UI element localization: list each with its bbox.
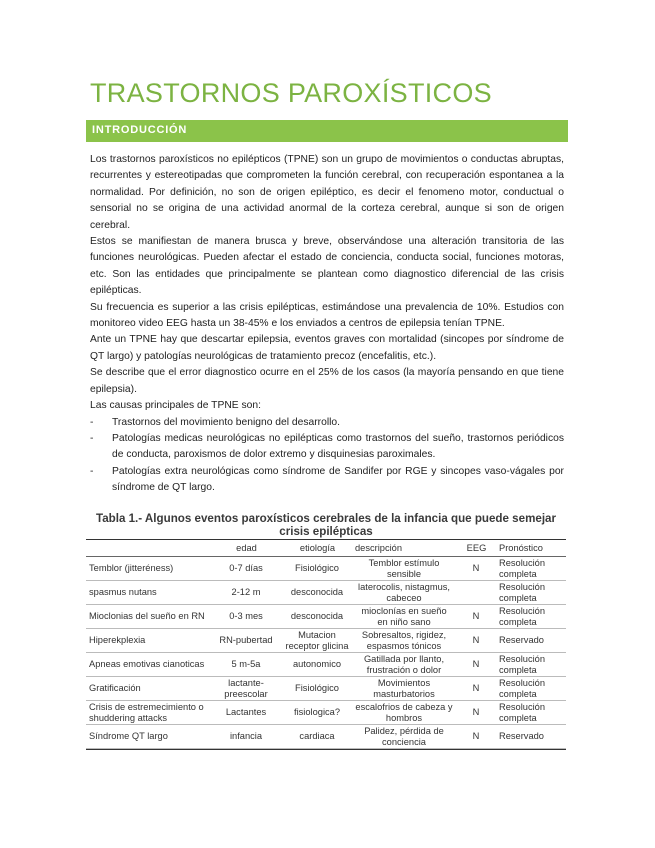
cell-event: Gratificación	[86, 677, 210, 701]
cell-event: Apneas emotivas cianoticas	[86, 653, 210, 677]
cell-etiology: desconocida	[282, 581, 352, 605]
cell-prognosis: Resolución completa	[496, 701, 566, 725]
cell-age: 2-12 m	[210, 581, 282, 605]
cell-etiology: Mutacion receptor glicina	[282, 629, 352, 653]
list-item: - Patologías medicas neurológicas no epilépticas como trastornos del sueño, trastornos periódicos de conducta, paroxismos de dolor extremo y disquinesias paroximales.	[90, 431, 564, 464]
cell-description: Sobresaltos, rigidez, espasmos tónicos	[352, 629, 456, 653]
cell-age: infancia	[210, 725, 282, 749]
cell-eeg: N	[456, 725, 496, 749]
cell-age: RN-pubertad	[210, 629, 282, 653]
table-bottom-rule	[86, 749, 566, 750]
cell-prognosis: Reservado	[496, 725, 566, 749]
cell-age: Lactantes	[210, 701, 282, 725]
header-age: edad	[210, 540, 282, 557]
table-row	[86, 725, 566, 749]
paragraph-causes-intro: Las causas principales de TPNE son:	[90, 400, 261, 412]
page-title: TRASTORNOS PAROXÍSTICOS	[90, 78, 492, 108]
paragraph-definition: Los trastornos paroxísticos no epilépticos (TPNE) son un grupo de movimientos o conductas abruptas, recurrentes y estereotipadas que comprometen la función cerebral, con recuperación espontanea a la normalidad. Por definición, no son de origen epiléptico, es decir el fenomeno motor, conductual o sensorial no se origina de una actividad anormal de la corteza cerebral, aunque si son de origen cerebral.	[90, 154, 564, 231]
cell-etiology: desconocida	[282, 605, 352, 629]
section-heading: INTRODUCCIÓN	[92, 124, 188, 136]
cell-description: Gatillada por llanto, frustración o dolor	[352, 653, 456, 677]
cell-eeg: N	[456, 701, 496, 725]
cell-etiology: Fisiológico	[282, 557, 352, 581]
cell-description: mioclonías en sueño en niño sano	[352, 605, 456, 629]
cell-event: Hiperekplexia	[86, 629, 210, 653]
paragraph-error-rate: Se describe que el error diagnostico ocurre en el 25% de los casos (la mayoría pensando en que tiene epilepsia).	[90, 367, 564, 395]
cell-description: escalofrios de cabeza y hombros	[352, 701, 456, 725]
table-row	[86, 677, 566, 701]
header-etiology: etiología	[282, 540, 352, 557]
cell-event: Temblor (jitteréness)	[86, 557, 210, 581]
events-table	[86, 540, 566, 749]
cell-eeg: N	[456, 629, 496, 653]
table-header-row	[86, 540, 566, 557]
cell-event: spasmus nutans	[86, 581, 210, 605]
list-item: - Patologías extra neurológicas como síndrome de Sandifer por RGE y sincopes vaso-vágales por síndrome de QT largo.	[90, 464, 564, 497]
cell-age: 0-7 días	[210, 557, 282, 581]
cell-eeg	[456, 581, 496, 605]
list-item: - Trastornos del movimiento benigno del desarrollo.	[90, 415, 564, 431]
cell-eeg: N	[456, 653, 496, 677]
cell-etiology: autonomico	[282, 653, 352, 677]
cell-eeg: N	[456, 605, 496, 629]
cell-prognosis: Resolución completa	[496, 653, 566, 677]
cell-description: Palidez, pérdida de conciencia	[352, 725, 456, 749]
cell-age: 0-3 mes	[210, 605, 282, 629]
table-row	[86, 581, 566, 605]
cell-prognosis: Resolución completa	[496, 581, 566, 605]
cell-prognosis: Reservado	[496, 629, 566, 653]
header-prognosis: Pronóstico	[496, 540, 566, 557]
cell-eeg: N	[456, 677, 496, 701]
cell-event: Síndrome QT largo	[86, 725, 210, 749]
cell-etiology: fisiologica?	[282, 701, 352, 725]
cell-age: lactante-preescolar	[210, 677, 282, 701]
paragraph-frequency: Su frecuencia es superior a las crisis epilépticas, estimándose una prevalencia de 10%. Estudios con monitoreo video EEG hasta un 38-45% e los enviados a centros de epilepsia tenían TPNE.	[90, 301, 564, 330]
cell-age: 5 m-5a	[210, 653, 282, 677]
cell-description: Movimientos masturbatorios	[352, 677, 456, 701]
cell-etiology: Fisiológico	[282, 677, 352, 701]
header-eeg: EEG	[456, 540, 496, 557]
table-row	[86, 701, 566, 725]
header-description: descripción	[352, 540, 456, 557]
cell-prognosis: Resolución completa	[496, 605, 566, 629]
table-row	[86, 557, 566, 581]
section-heading-bar	[86, 120, 568, 142]
cell-event: Mioclonias del sueño en RN	[86, 605, 210, 629]
table-caption: Tabla 1.- Algunos eventos paroxísticos cerebrales de la infancia que puede semejar crisis epilépticas	[95, 512, 557, 538]
cell-description: Temblor estímulo sensible	[352, 557, 456, 581]
cell-prognosis: Resolución completa	[496, 557, 566, 581]
cell-description: laterocolis, nistagmus, cabeceo	[352, 581, 456, 605]
table-row	[86, 605, 566, 629]
causes-list	[90, 415, 564, 497]
events-table-block	[86, 512, 566, 750]
table-row	[86, 653, 566, 677]
cell-event: Crisis de estremecimiento o shuddering attacks	[86, 701, 210, 725]
cell-eeg: N	[456, 557, 496, 581]
cell-etiology: cardiaca	[282, 725, 352, 749]
body-text	[90, 152, 564, 497]
paragraph-rule-out: Ante un TPNE hay que descartar epilepsia, eventos graves con mortalidad (sincopes por síndrome de QT largo) y patologías neurológicas de tratamiento precoz (encefalitis, etc.).	[90, 334, 564, 362]
header-event	[86, 540, 210, 557]
table-row	[86, 629, 566, 653]
cell-prognosis: Resolución completa	[496, 677, 566, 701]
paragraph-manifestation: Estos se manifiestan de manera brusca y breve, observándose una alteración transitoria de las funciones neurológicas. Pueden afectar el estado de conciencia, conducta social, funciones motoras, etc. Son las entidades que principalmente se plantean como diagnostico diferencial de las crisis epilépticas.	[90, 236, 564, 297]
